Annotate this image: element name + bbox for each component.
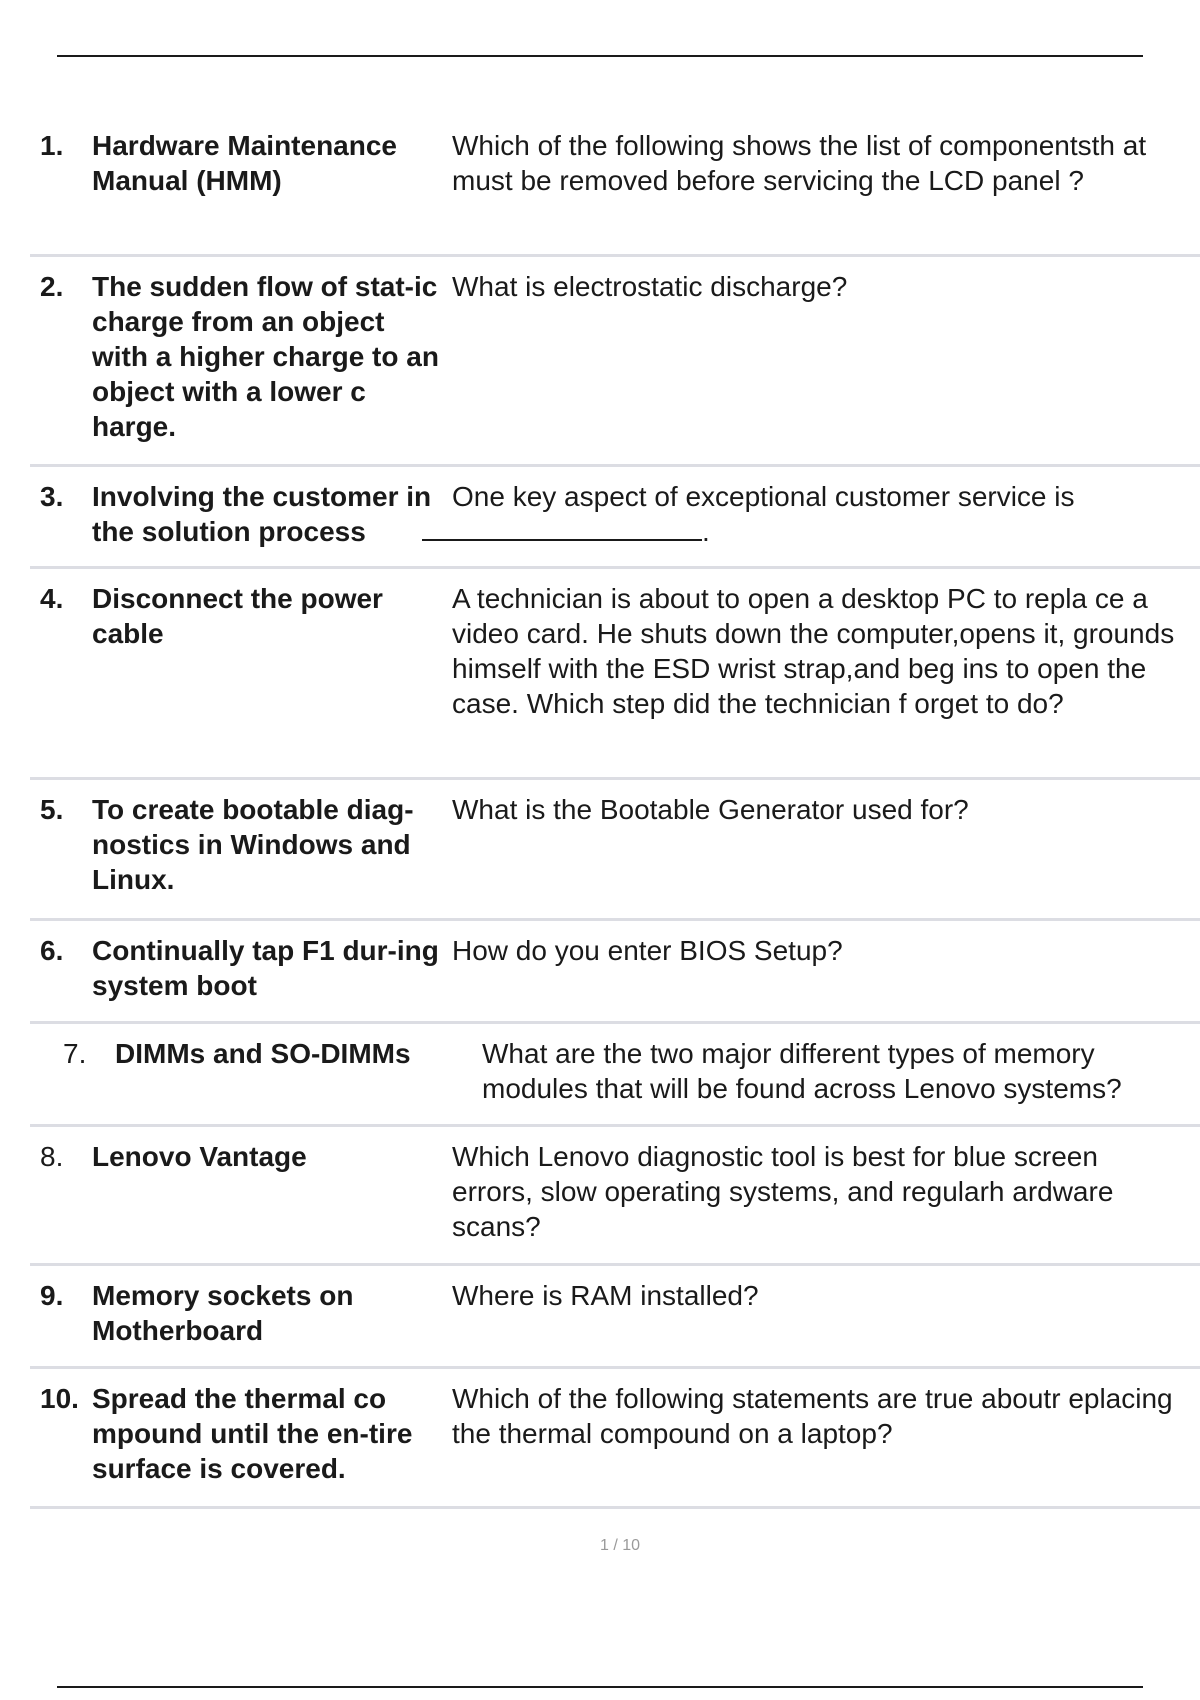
flashcard-7 xyxy=(30,1024,1200,1127)
flashcard-9 xyxy=(30,1266,1200,1369)
card-term: Continually tap F1 dur-ing system boot xyxy=(92,935,439,1001)
card-term: Involving the customer in the solution process xyxy=(92,481,432,547)
card-number: 3. xyxy=(40,481,64,512)
card-term: DIMMs and SO-DIMMs xyxy=(115,1038,411,1069)
bottom-rule xyxy=(57,1686,1143,1688)
card-definition: Which of the following shows the list of componentsth at must be removed before servicing the LCD panel ? xyxy=(452,130,1147,196)
card-definition: Which of the following statements are true aboutr eplacing the thermal compound on a laptop? xyxy=(452,1383,1173,1449)
flashcard-6 xyxy=(30,921,1200,1024)
card-number: 5. xyxy=(40,794,64,825)
card-term: Lenovo Vantage xyxy=(92,1141,307,1172)
flashcard-10 xyxy=(30,1369,1200,1509)
flashcard-5 xyxy=(30,780,1200,921)
card-number: 6. xyxy=(40,935,64,966)
card-definition: Where is RAM installed? xyxy=(452,1280,759,1311)
card-term: Hardware Maintenance Manual (HMM) xyxy=(92,130,397,196)
card-term: Memory sockets on Motherboard xyxy=(92,1280,354,1346)
flashcard-2 xyxy=(30,257,1200,467)
card-term: Spread the thermal co mpound until the en-tire surface is covered. xyxy=(92,1383,413,1484)
flashcard-1 xyxy=(30,116,1200,257)
card-definition: What is the Bootable Generator used for? xyxy=(452,794,969,825)
card-definition: Which Lenovo diagnostic tool is best for blue screen errors, slow operating systems, and regularh ardware scans? xyxy=(452,1141,1114,1242)
flashcard-list xyxy=(30,116,1200,1509)
card-definition-text: One key aspect of exceptional customer service is xyxy=(452,481,1075,512)
card-number: 7. xyxy=(63,1038,87,1069)
card-definition: A technician is about to open a desktop PC to repla ce a video card. He shuts down the computer,opens it, grounds himself with the ESD wrist strap,and beg ins to open the case. Which step did the technician f orget to do? xyxy=(452,583,1175,719)
blank-line xyxy=(422,538,702,541)
flashcard-4 xyxy=(30,569,1200,780)
card-term: Disconnect the power cable xyxy=(92,583,383,649)
card-number: 8. xyxy=(40,1141,64,1172)
card-definition xyxy=(452,479,1200,566)
card-number: 9. xyxy=(40,1280,64,1311)
card-definition: What is electrostatic discharge? xyxy=(452,271,848,302)
page-indicator: 1 / 10 xyxy=(599,1537,641,1554)
card-definition: How do you enter BIOS Setup? xyxy=(452,935,843,966)
card-number: 1. xyxy=(40,130,64,161)
card-term: The sudden flow of stat-ic charge from an object with a higher charge to an object with a lower c harge. xyxy=(92,271,439,442)
card-number: 10. xyxy=(40,1383,79,1414)
blank-period: . xyxy=(702,516,710,547)
flashcard-8 xyxy=(30,1127,1200,1266)
flashcard-3 xyxy=(30,467,1200,569)
fill-in-blank xyxy=(422,514,1186,549)
top-rule xyxy=(57,55,1143,57)
card-term: To create bootable diag-nostics in Windows and Linux. xyxy=(92,794,414,895)
card-number: 2. xyxy=(40,271,64,302)
card-definition: What are the two major different types of memory modules that will be found across Lenovo systems? xyxy=(482,1038,1122,1104)
card-number: 4. xyxy=(40,583,64,614)
